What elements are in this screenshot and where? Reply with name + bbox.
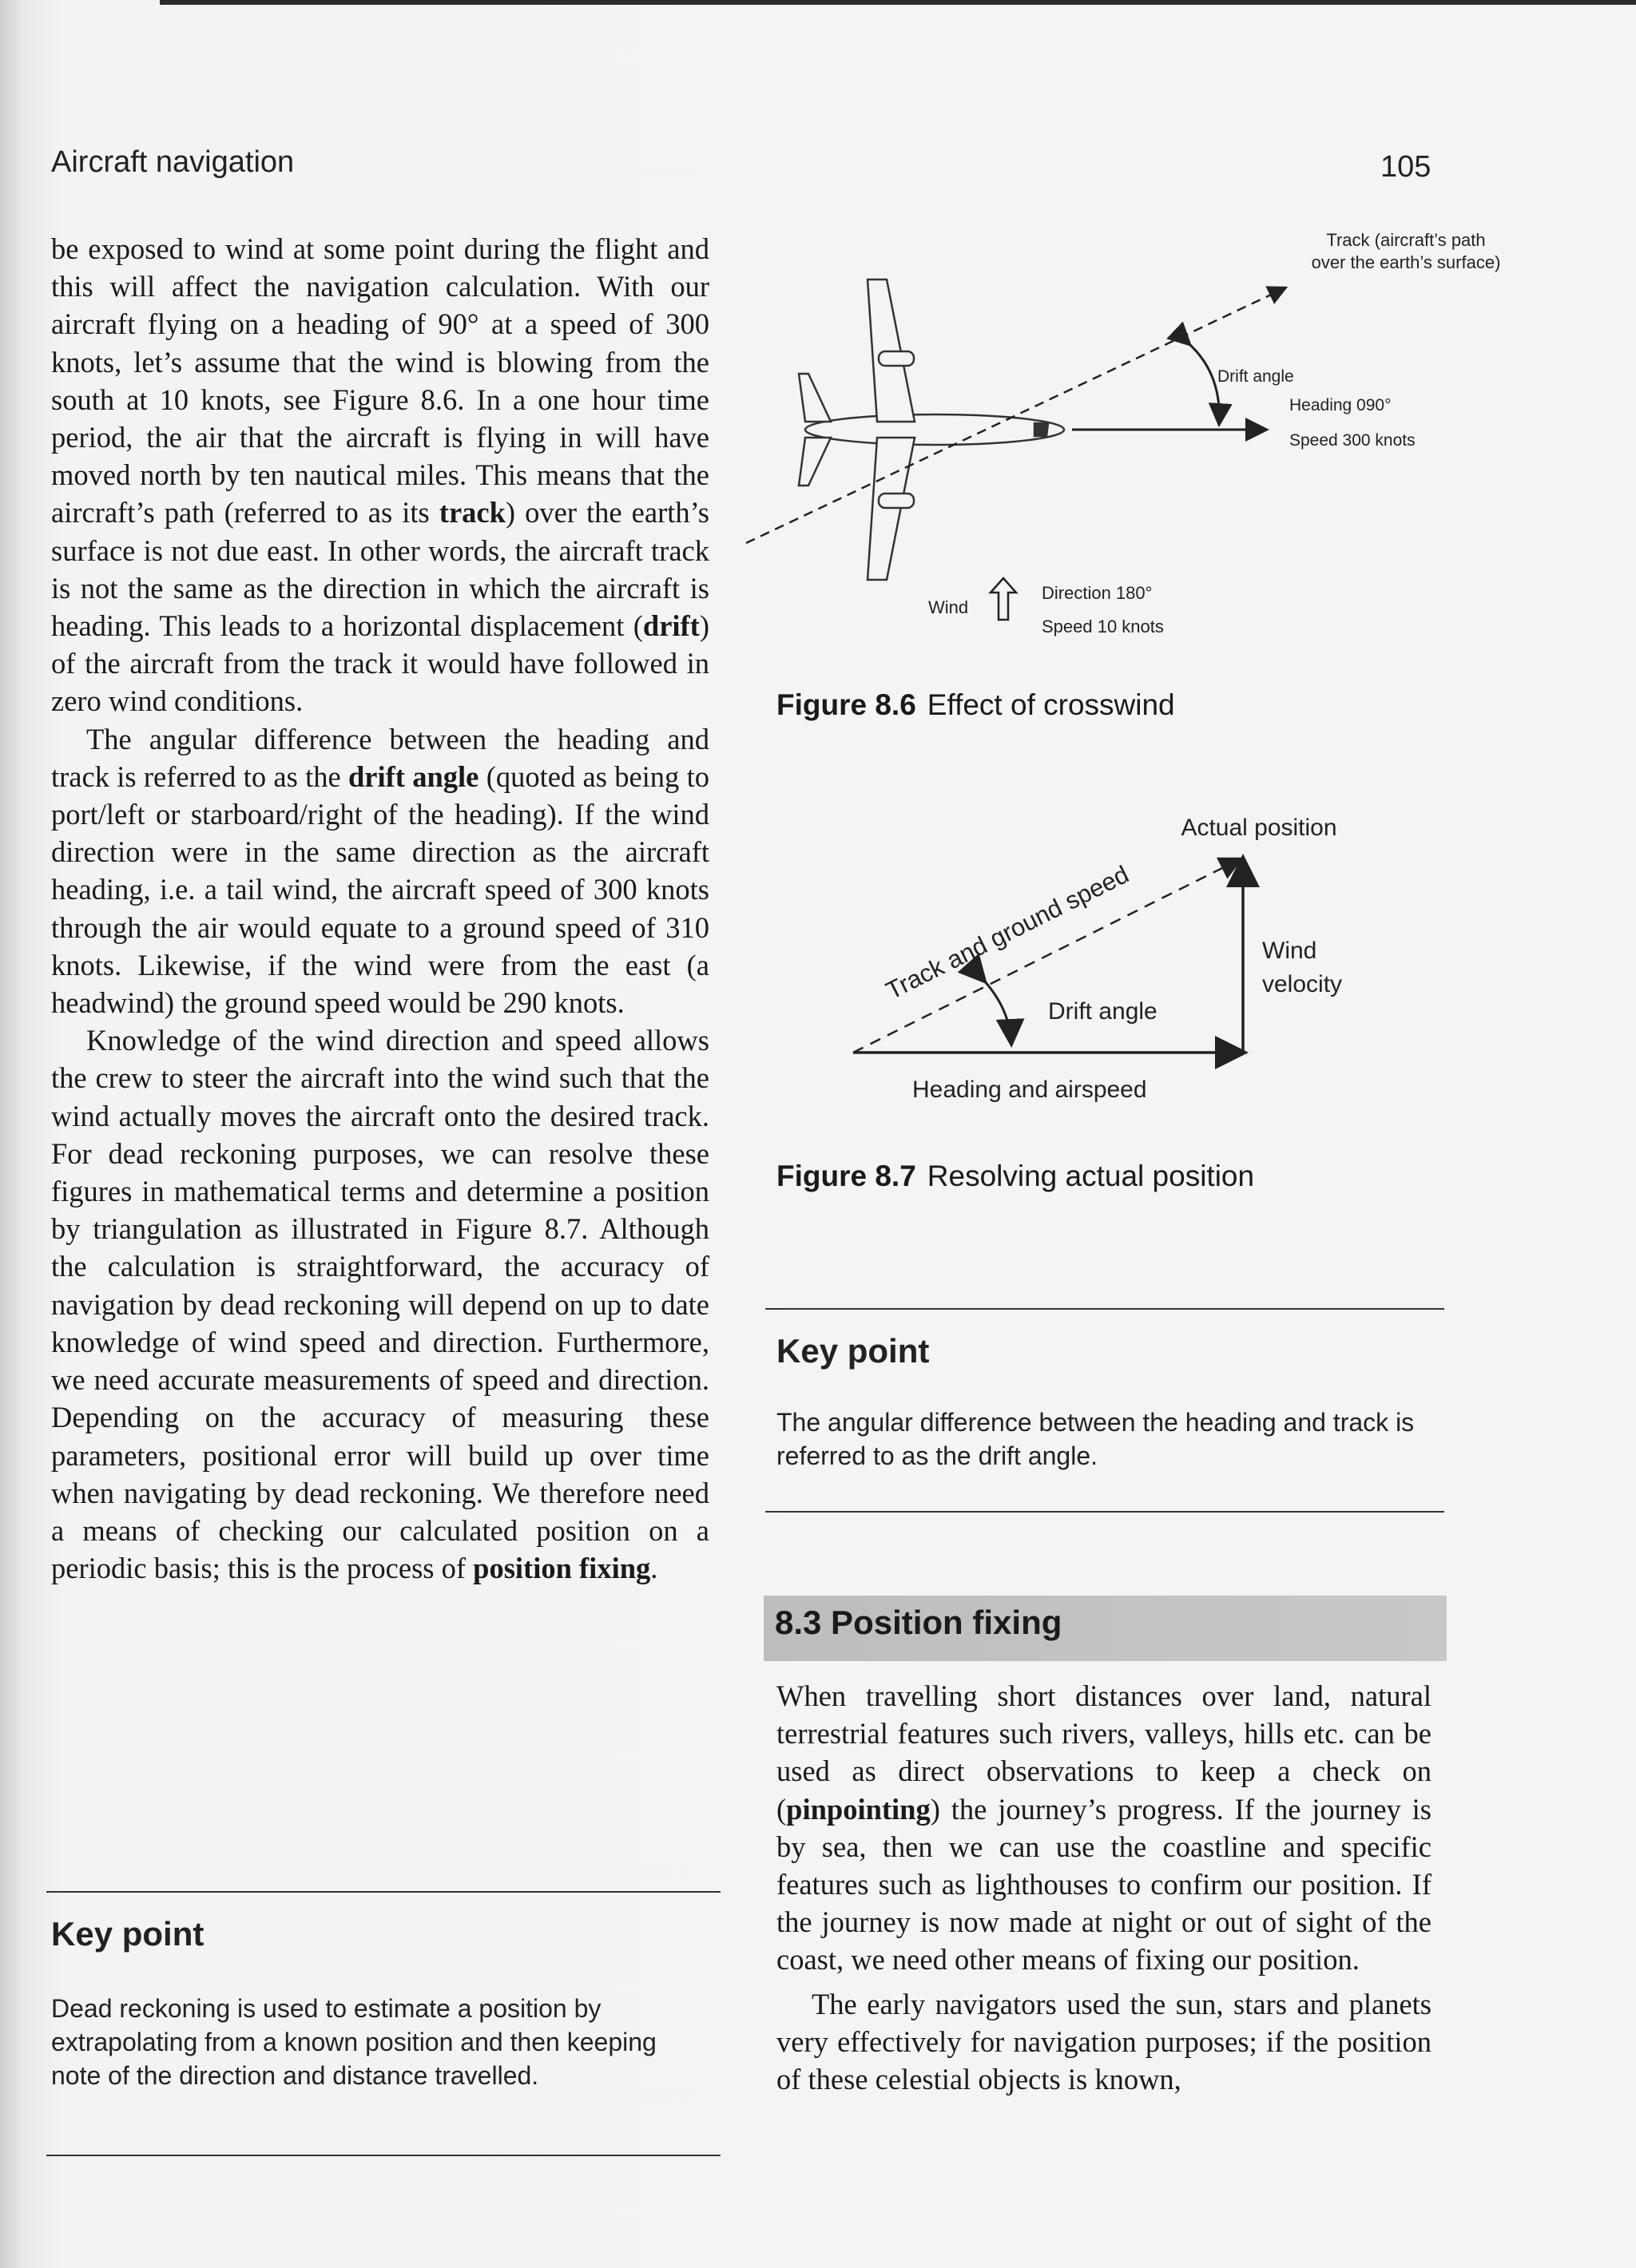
text-run: (quoted as being to port/left or starboard/right of the heading). If the wind direction were in the same direction as the aircraft heading, i.e. a tail wind, the aircraft speed of 300 knots through the air would equate to a ground speed of 310 knots. Likewise, if the wind were from the east (a headwind) the ground speed would be 290 knots. xyxy=(51,759,709,1020)
term-drift: drift xyxy=(642,609,700,643)
text-run: When travelling short distances over land, natural terrestrial features such rivers, valleys, hills etc. can be used as direct observations to keep a check on ( xyxy=(776,1679,1432,1826)
running-head: Aircraft navigation xyxy=(51,145,295,179)
figure-8-6-diagram xyxy=(743,224,1501,671)
text-run: ) over the earth’s surface is not due east. In other words, the aircraft track is not the same as the direction in which the aircraft is heading. This leads to a horizontal displacement ( xyxy=(51,496,709,643)
top-edge-rule xyxy=(160,0,1636,5)
paragraph xyxy=(51,1021,709,1587)
drift-angle-label: Drift angle xyxy=(1048,998,1158,1025)
track-label-line1: Track (aircraft’s path xyxy=(1326,230,1486,250)
figure-8-6-caption xyxy=(776,688,1175,722)
key-point-bottom-rule xyxy=(765,1511,1444,1513)
paragraph xyxy=(776,1677,1432,1979)
drift-angle-label: Drift angle xyxy=(1217,367,1294,386)
wind-velocity-label-line1: Wind xyxy=(1262,938,1317,964)
text-run: The angular difference between the heading and track is referred to as the xyxy=(51,722,709,793)
key-point-title: Key point xyxy=(51,1915,204,1953)
key-point-top-rule xyxy=(765,1308,1444,1310)
caption-number: Figure 8.7 xyxy=(776,1160,916,1192)
caption-text: Resolving actual position xyxy=(927,1160,1255,1192)
right-column-text xyxy=(776,1677,1432,2098)
term-pinpointing: pinpointing xyxy=(786,1792,931,1826)
key-point-top-rule xyxy=(46,1891,721,1893)
text-run: be exposed to wind at some point during the flight and this will affect the navigation calculation. With our aircraft flying on a heading of 90° at a speed of 300 knots, let’s assume that the wind is blowing from the south at 10 knots, see Figure 8.6. In a one hour time period, the air that the aircraft is flying in will have moved north by ten nautical miles. This means that the aircraft’s path (referred to as its xyxy=(51,232,709,529)
wind-speed-label: Speed 10 knots xyxy=(1042,617,1164,636)
text-run: ) the journey’s progress. If the journey is by sea, then we can use the coastline and specific features such as lighthouses to confirm our position. If the journey is now made at night or out of sight of the coast, we need other means of fixing our position. xyxy=(776,1792,1432,1977)
wind-label: Wind xyxy=(928,597,969,617)
text-run: . xyxy=(650,1552,658,1585)
term-drift-angle: drift angle xyxy=(347,759,479,793)
term-position-fixing: position fixing xyxy=(473,1552,651,1585)
key-point-text: The angular difference between the heading and track is referred to as the drift angle. xyxy=(776,1408,1415,1470)
key-point-title: Key point xyxy=(776,1332,930,1370)
track-ground-speed-vector xyxy=(853,859,1240,1053)
wind-arrow-icon xyxy=(991,578,1016,620)
figure-8-7-diagram xyxy=(831,807,1438,1118)
speed-label: Speed 300 knots xyxy=(1289,431,1416,450)
track-label-line2: over the earth’s surface) xyxy=(1311,252,1501,272)
term-track: track xyxy=(439,496,506,529)
drift-angle-arc xyxy=(984,981,1011,1043)
actual-position-label: Actual position xyxy=(1181,815,1337,841)
caption-text: Effect of crosswind xyxy=(927,688,1175,721)
figure-8-7-caption xyxy=(776,1160,1254,1193)
section-title: 8.3 Position fixing xyxy=(775,1604,1062,1641)
heading-label: Heading 090° xyxy=(1289,396,1392,414)
wind-velocity-label-line2: velocity xyxy=(1262,971,1343,997)
key-point-text: Dead reckoning is used to estimate a position by extrapolating from a known position and then keeping note of the direction and distance travelled. xyxy=(51,1994,657,2090)
paragraph: The early navigators used the sun, stars and planets very effectively for navigation purposes; if the position of these celestial objects is known, xyxy=(776,1987,1432,2096)
caption-number: Figure 8.6 xyxy=(776,688,916,721)
heading-airspeed-label: Heading and airspeed xyxy=(912,1077,1147,1103)
text-run: Knowledge of the wind direction and speed allows the crew to steer the aircraft into the wind such that the wind actually moves the aircraft onto the desired track. For dead reckoning purposes, we can resolve these figures in mathematical terms and determine a position by triangulation as illustrated in Figure 8.7. Although the calculation is straightforward, the accuracy of navigation by dead reckoning will depend on up to date knowledge of wind speed and direction. Furthermore, we need accurate measurements of speed and direction. Depending on the accuracy of measuring these parameters, positional error will build up over time when navigating by dead reckoning. We therefore need a means of checking our calculated position on a periodic basis; this is the process of xyxy=(51,1024,709,1585)
paragraph xyxy=(51,720,709,1022)
paragraph xyxy=(51,230,709,720)
drift-angle-arc xyxy=(1190,345,1219,425)
aircraft-icon xyxy=(799,280,1064,580)
wind-direction-label: Direction 180° xyxy=(1042,583,1153,603)
text-run: ) of the aircraft from the track it would have followed in zero wind conditions. xyxy=(51,609,709,718)
key-point-bottom-rule xyxy=(46,2155,721,2156)
page-number: 105 xyxy=(1380,150,1432,184)
left-column xyxy=(51,230,709,1587)
track-ground-speed-label: Track and ground speed xyxy=(881,860,1134,1005)
